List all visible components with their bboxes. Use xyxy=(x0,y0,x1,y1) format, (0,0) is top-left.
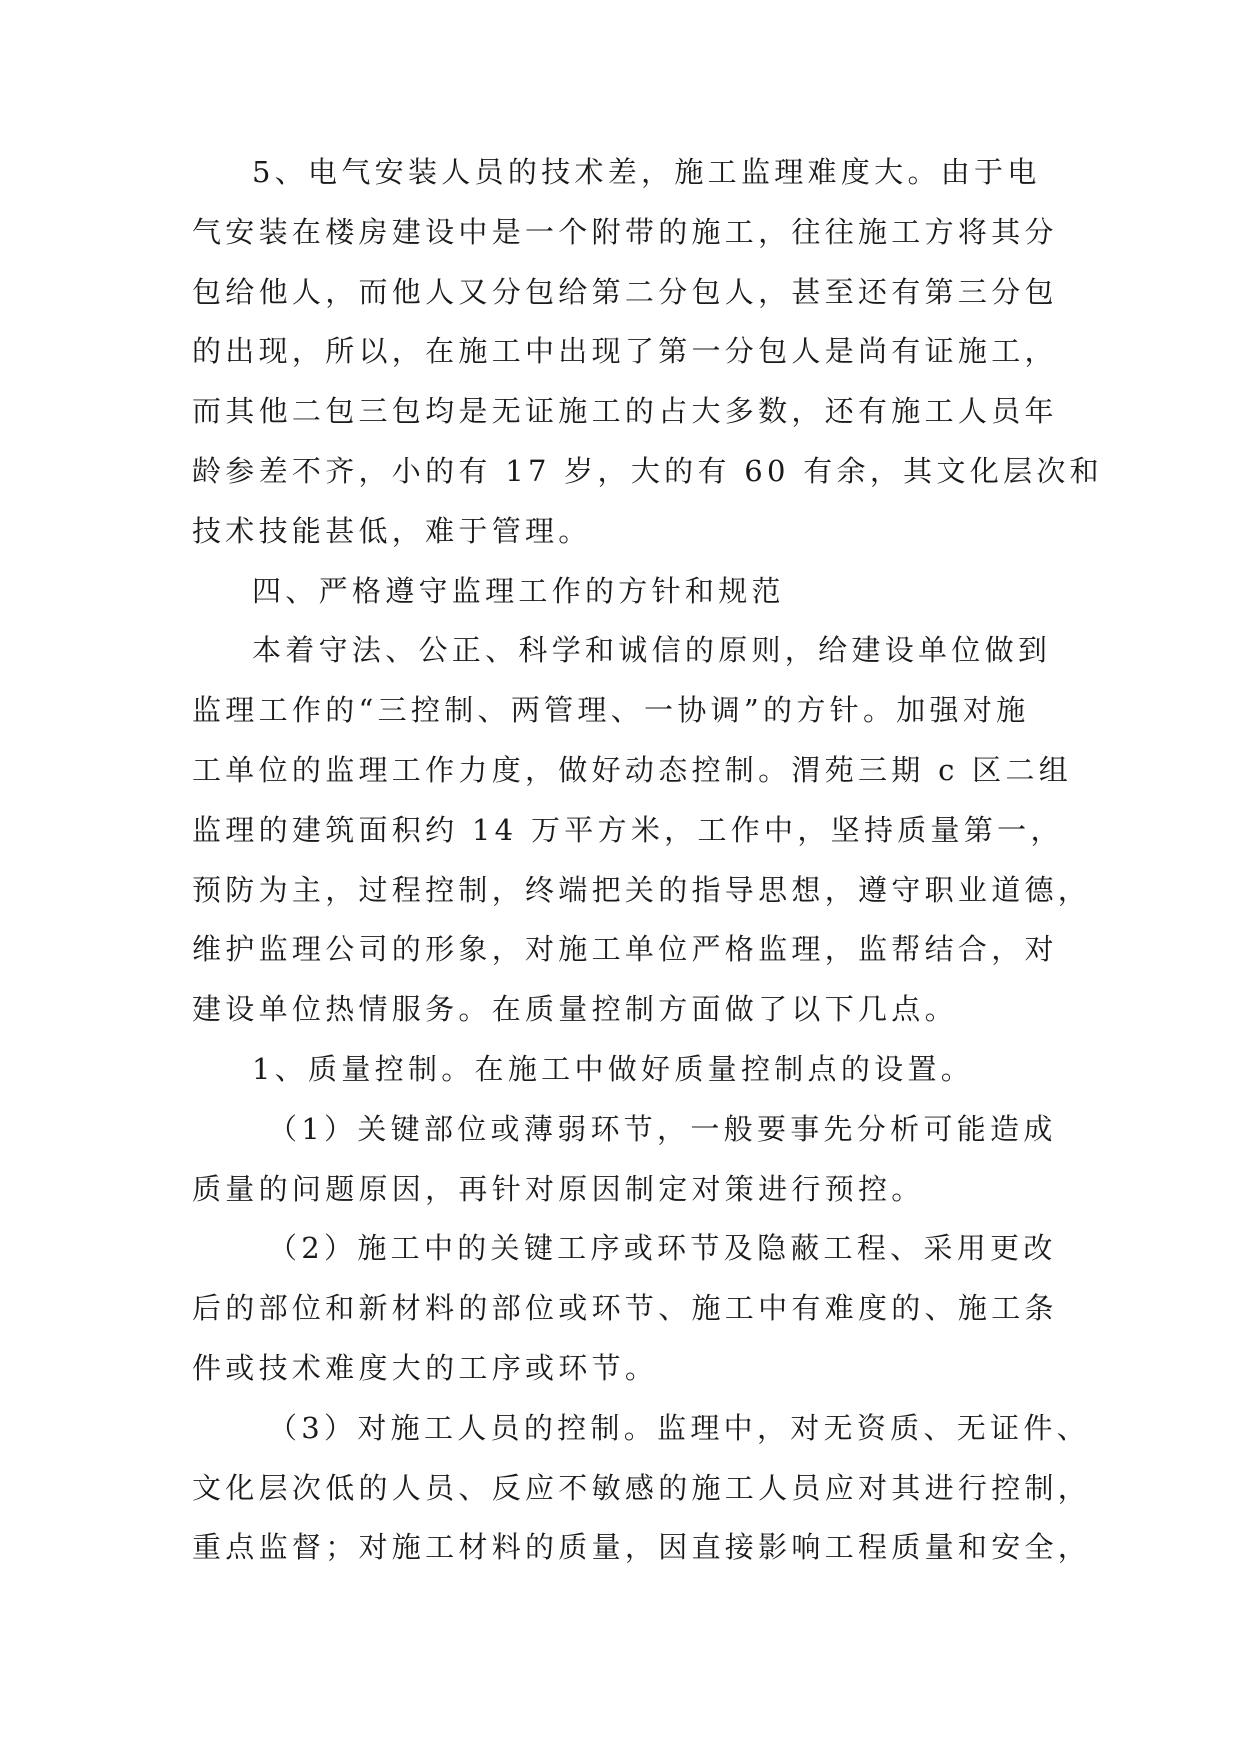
text-line: 包给他人，而他人又分包给第二分包人，甚至还有第三分包 xyxy=(192,275,1058,309)
text-line: 建设单位热情服务。在质量控制方面做了以下几点。 xyxy=(192,992,958,1026)
text-line: 1、质量控制。在施工中做好质量控制点的设置。 xyxy=(252,1052,975,1086)
text-line: 气安装在楼房建设中是一个附带的施工，往往施工方将其分 xyxy=(192,215,1058,249)
text-line: 文化层次低的人员、反应不敏感的施工人员应对其进行控制， xyxy=(192,1471,1092,1505)
text-line: 预防为主，过程控制，终端把关的指导思想，遵守职业道德， xyxy=(192,873,1092,907)
text-line: 后的部位和新材料的部位或环节、施工中有难度的、施工条 xyxy=(192,1291,1058,1325)
text-line: 重点监督；对施工材料的质量，因直接影响工程质量和安全， xyxy=(192,1530,1092,1564)
section-heading: 四、严格遵守监理工作的方针和规范 xyxy=(252,574,785,608)
text-line: 的出现，所以，在施工中出现了第一分包人是尚有证施工， xyxy=(192,334,1058,368)
text-line: 龄参差不齐，小的有 17 岁，大的有 60 有余，其文化层次和 xyxy=(192,454,1103,488)
text-line: 监理工作的“三控制、两管理、一协调”的方针。加强对施 xyxy=(192,693,1030,727)
text-line: 技术技能甚低，难于管理。 xyxy=(192,514,592,548)
text-line: 而其他二包三包均是无证施工的占大多数，还有施工人员年 xyxy=(192,394,1058,428)
text-line: 件或技术难度大的工序或环节。 xyxy=(192,1351,659,1385)
text-line: 质量的问题原因，再针对原因制定对策进行预控。 xyxy=(192,1172,925,1206)
text-line: 监理的建筑面积约 14 万平方米，工作中，坚持质量第一， xyxy=(192,813,1064,847)
text-line: 本着守法、公正、科学和诚信的原则，给建设单位做到 xyxy=(252,633,1052,667)
text-line: 5、电气安装人员的技术差，施工监理难度大。由于电 xyxy=(252,155,1041,189)
text-line: 工单位的监理工作力度，做好动态控制。渭苑三期 c 区二组 xyxy=(192,753,1073,787)
text-line: （2）施工中的关键工序或环节及隐蔽工程、采用更改 xyxy=(268,1231,1057,1265)
text-line: 维护监理公司的形象，对施工单位严格监理，监帮结合，对 xyxy=(192,932,1058,966)
text-line: （3）对施工人员的控制。监理中，对无资质、无证件、 xyxy=(268,1411,1090,1445)
text-line: （1）关键部位或薄弱环节，一般要事先分析可能造成 xyxy=(268,1112,1057,1146)
